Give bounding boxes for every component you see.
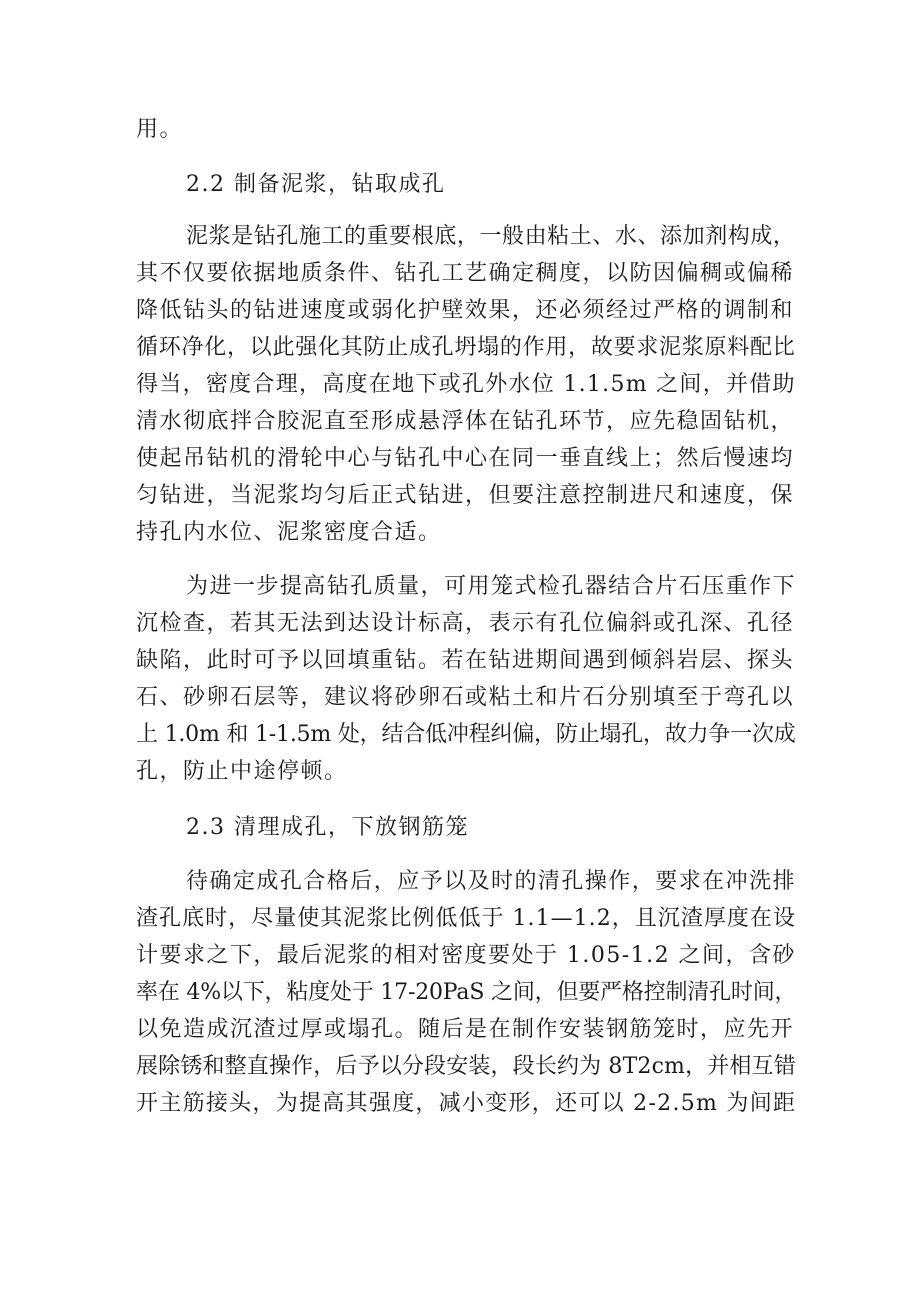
text-line: 匀钻进，当泥浆均匀后正式钻进，但要注意控制进尺和速度，保 [136,483,795,508]
text-line: 石、砂卵石层等，建议将砂卵石或粘土和片石分别填至于弯孔以 [136,685,795,710]
text-line: 展除锈和整直操作，后予以分段安装，段长约为 8T2cm，并相互错 [136,1054,796,1079]
text-line: 以免造成沉渣过厚或塌孔。随后是在制作安装钢筋笼时，应先开 [136,1017,795,1042]
text-line: 用。 [136,117,184,142]
text-line: 缺陷，此时可予以回填重钻。若在钻进期间遇到倾斜岩层、探头 [136,648,795,673]
text-line: 为进一步提高钻孔质量，可用笼式检孔器结合片石压重作下 [186,574,797,599]
text-line: 得当，密度合理，高度在地下或孔外水位 1.1.5m 之间，并借助 [136,372,796,397]
text-line: 待确定成孔合格后，应予以及时的清孔操作，要求在冲洗排 [186,869,797,894]
text-line: 使起吊钻机的滑轮中心与钻孔中心在同一垂直线上；然后慢速均 [136,446,795,471]
text-line: 泥浆是钻孔施工的重要根底，一般由粘土、水、添加剂构成， [186,224,796,249]
text-line: 计要求之下，最后泥浆的相对密度要处于 1.05-1.2 之间，含砂 [136,943,796,968]
text-line: 清水彻底拌合胶泥直至形成悬浮体在钻孔环节，应先稳固钻机， [136,409,795,434]
section-heading: 2.3 清理成孔，下放钢筋笼 [186,815,469,840]
text-line: 持孔内水位、泥浆密度合适。 [136,520,442,545]
text-line: 其不仅要依据地质条件、钻孔工艺确定稠度，以防因偏稠或偏稀 [136,261,795,286]
text-line: 率在 4%以下，粘度处于 17-20PaS 之间，但要严格控制清孔时间， [136,980,797,1005]
section-heading: 2.2 制备泥浆，钻取成孔 [186,172,446,197]
text-line: 沉检查，若其无法到达设计标高，表示有孔位偏斜或孔深、孔径 [136,611,795,636]
text-line: 循环净化，以此强化其防止成孔坍塌的作用，故要求泥浆原料配比 [136,335,796,360]
text-line: 降低钻头的钻进速度或弱化护壁效果，还必须经过严格的调制和 [136,298,795,323]
text-line: 孔，防止中途停顿。 [136,759,348,784]
text-line: 开主筋接头，为提高其强度，减小变形，还可以 2-2.5m 为间距 [136,1091,797,1116]
text-line: 上 1.0m 和 1-1.5m 处，结合低冲程纠偏，防止塌孔，故力争一次成 [136,722,796,747]
text-line: 渣孔底时，尽量使其泥浆比例低低于 1.1—1.2，且沉渣厚度在设 [136,906,796,931]
